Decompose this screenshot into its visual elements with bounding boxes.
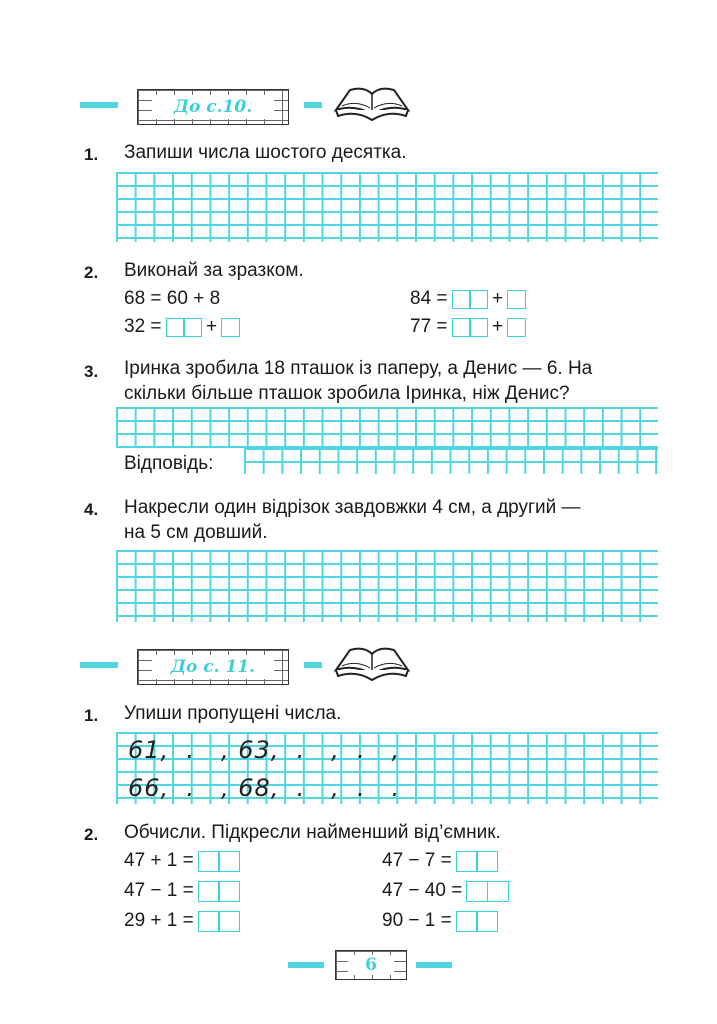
- section-label: До с.10.: [173, 97, 253, 117]
- task-text-line: скільки більше пташок зробила Іринка, ніж Денис?: [124, 383, 570, 404]
- task-number: 3.: [84, 362, 99, 381]
- equation-row: [410, 288, 526, 310]
- writing-grid[interactable]: [116, 172, 658, 242]
- task-text-line: Накресли один відрізок завдовжки 4 см, а другий —: [124, 497, 581, 518]
- answer-box[interactable]: [507, 290, 526, 309]
- answer-box-tens-units[interactable]: [198, 881, 241, 902]
- equation-row: [124, 316, 240, 338]
- answer-box-tens-units[interactable]: [452, 290, 489, 309]
- footer-bar-left: [288, 962, 324, 968]
- calc-row: [124, 850, 240, 872]
- plus-sign: +: [492, 316, 504, 337]
- task-number: 1.: [84, 706, 99, 725]
- answer-box[interactable]: [507, 318, 526, 337]
- answer-box[interactable]: [221, 318, 240, 337]
- open-book-icon: [334, 642, 410, 682]
- task-number: 4.: [84, 500, 99, 519]
- page-number-box: [335, 950, 407, 980]
- task-number: 2.: [84, 263, 99, 282]
- task-text-line: Іринка зробила 18 пташок із паперу, а Денис — 6. На: [124, 358, 593, 379]
- calc-row: [382, 910, 498, 932]
- task-number: 1.: [84, 145, 99, 164]
- calc-row: [382, 850, 498, 872]
- calc-row: [124, 880, 240, 902]
- drawing-grid[interactable]: [116, 550, 658, 622]
- equation-left: 84 =: [410, 288, 448, 309]
- task-text: Виконай за зразком.: [124, 260, 304, 281]
- calc-expression: 47 + 1 =: [124, 850, 194, 871]
- answer-box-tens-units[interactable]: [456, 911, 499, 932]
- answer-grid[interactable]: [244, 448, 658, 474]
- footer-bar-right: [416, 962, 452, 968]
- section-label-box: [137, 649, 289, 685]
- equation-left: 32 =: [124, 316, 162, 337]
- number-sequence-row: 66, . , 68, . , . .: [128, 774, 401, 802]
- example-text: 68 = 60 + 8: [124, 288, 221, 309]
- answer-box-tens-units[interactable]: [198, 851, 241, 872]
- section-label-box: [137, 89, 289, 125]
- header-bar-left: [80, 662, 118, 668]
- answer-box-tens-units[interactable]: [466, 881, 509, 902]
- page-number: 6: [365, 955, 377, 975]
- calc-row: [124, 910, 240, 932]
- task-text: Обчисли. Підкресли найменший від’ємник.: [124, 822, 501, 843]
- header-bar-right: [304, 102, 322, 108]
- answer-label: Відповідь:: [124, 453, 214, 474]
- answer-box-tens-units[interactable]: [166, 318, 203, 337]
- open-book-icon: [334, 82, 410, 122]
- plus-sign: +: [492, 288, 504, 309]
- task-text: Запиши числа шостого десятка.: [124, 142, 407, 163]
- calc-expression: 47 − 1 =: [124, 880, 194, 901]
- task-number: 2.: [84, 825, 99, 844]
- section-label: До с. 11.: [170, 657, 256, 677]
- calc-expression: 90 − 1 =: [382, 910, 452, 931]
- calc-expression: 47 − 40 =: [382, 880, 463, 901]
- header-bar-right: [304, 662, 322, 668]
- number-sequence-row: 61, . , 63, . , . ,: [128, 736, 401, 764]
- header-bar-left: [80, 102, 118, 108]
- answer-box-tens-units[interactable]: [452, 318, 489, 337]
- answer-box-tens-units[interactable]: [456, 851, 499, 872]
- calc-expression: 47 − 7 =: [382, 850, 452, 871]
- task-text: Упиши пропущені числа.: [124, 703, 342, 724]
- plus-sign: +: [206, 316, 218, 337]
- calc-expression: 29 + 1 =: [124, 910, 194, 931]
- task-text-line: на 5 см довший.: [124, 522, 268, 543]
- equation-row: [410, 316, 526, 338]
- calc-row: [382, 880, 509, 902]
- example-equation: [124, 288, 220, 310]
- answer-box-tens-units[interactable]: [198, 911, 241, 932]
- equation-left: 77 =: [410, 316, 448, 337]
